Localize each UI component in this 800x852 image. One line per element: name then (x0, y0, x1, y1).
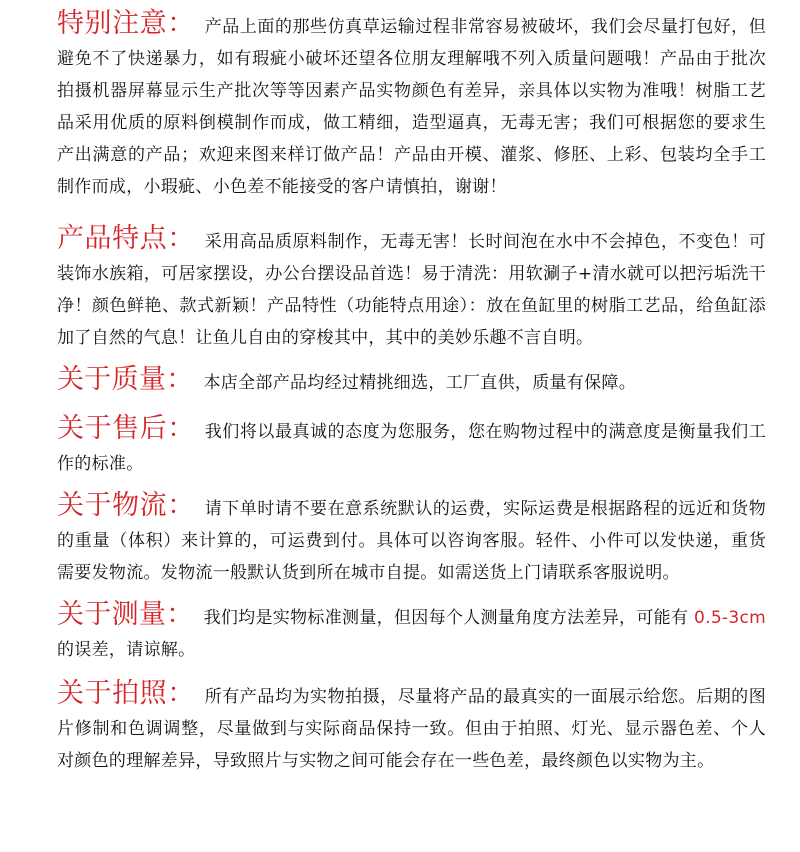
section-text: 本店全部产品均经过精挑细选，工厂直供，质量有保障。 (203, 373, 636, 393)
section-paragraph (57, 8, 766, 203)
section-paragraph (57, 413, 766, 480)
section-text: 我们将以最真诚的态度为您服务，您在购物过程中的满意度是衡量我们工作的标准。 (57, 422, 767, 474)
section-heading: 关于拍照： (57, 678, 195, 709)
section-product-features (57, 223, 766, 354)
section-text-after: 的误差，请谅解。 (57, 640, 196, 660)
section-heading: 关于售后： (57, 413, 195, 444)
section-photography (57, 678, 766, 777)
section-about-quality (57, 364, 766, 399)
section-after-sales (57, 413, 766, 480)
section-special-notice (57, 8, 766, 203)
section-text: 产品上面的那些仿真草运输过程非常容易被破坏，我们会尽量打包好，但避免不了快递暴力，如有瑕疵小破坏还望各位朋友理解哦不列入质量问题哦！产品由于批次拍摄机器屏幕显示生产批次等等因素产品实物颜色有差异，亲具体以实物为准哦！树脂工艺品采用优质的原料倒模制作而成，做工精细，造型逼真，无毒无害；我们可根据您的要求生产出满意的产品；欢迎来图来样订做产品！产品由开模、灌浆、修胚、上彩、包装均全手工制作而成，小瑕疵、小色差不能接受的客户请慎拍，谢谢！ (57, 17, 767, 197)
section-paragraph (57, 223, 766, 354)
section-heading: 特别注意： (57, 8, 195, 39)
section-text: 请下单时请不要在意系统默认的运费，实际运费是根据路程的远近和货物的重量（体积）来计算的，可运费到付。具体可以咨询客服。轻件、小件可以发快递，重货需要发物流。发物流一般默认货到所在城市自提。如需送货上门请联系客服说明。 (57, 499, 767, 583)
section-heading: 关于物流： (57, 490, 195, 521)
measurement-error-range: 0.5-3cm (694, 608, 766, 628)
section-heading: 产品特点： (57, 223, 195, 254)
section-paragraph (57, 678, 766, 777)
section-text: 采用高品质原料制作，无毒无害！长时间泡在水中不会掉色，不变色！可装饰水族箱，可居家摆设，办公台摆设品首选！易于清洗：用软涮子+清水就可以把污垢洗干净！颜色鲜艳、款式新颖！产品特性（功能特点用途）：放在鱼缸里的树脂工艺品，给鱼缸添加了自然的气息！让鱼儿自由的穿梭其中，其中的美妙乐趣不言自明。 (57, 232, 767, 348)
section-heading: 关于质量： (57, 364, 194, 395)
section-text: 所有产品均为实物拍摄，尽量将产品的最真实的一面展示给您。后期的图片修制和色调调整，尽量做到与实际商品保持一致。但由于拍照、灯光、显示器色差、个人对颜色的理解差异，导致照片与实物之间可能会存在一些色差，最终颜色以实物为主。 (57, 687, 767, 771)
section-paragraph (57, 490, 766, 589)
section-heading: 关于测量： (57, 599, 194, 630)
section-paragraph (57, 364, 766, 399)
section-logistics (57, 490, 766, 589)
section-paragraph (57, 599, 766, 666)
section-text: 我们均是实物标准测量，但因每个人测量角度方法差异，可能有 (203, 608, 694, 628)
section-measurement (57, 599, 766, 666)
